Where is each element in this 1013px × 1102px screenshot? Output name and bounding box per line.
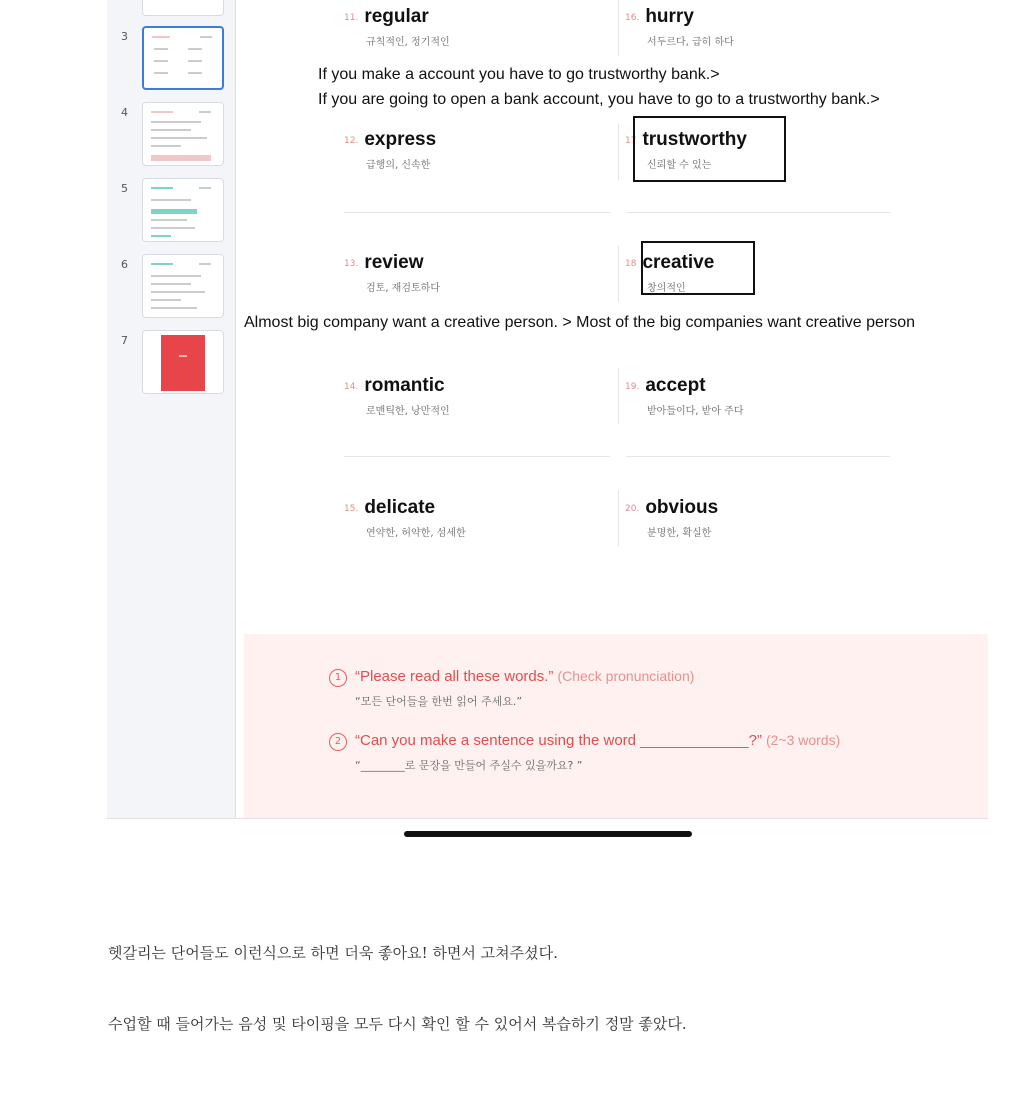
annotation-line-1: If you make a account you have to go trustworthy bank.> <box>318 66 720 83</box>
word-text: review <box>364 252 424 273</box>
word-number: 12. <box>344 136 359 146</box>
word-text: creative <box>642 252 715 273</box>
thumbnail-number: 7 <box>121 334 128 347</box>
word-text: hurry <box>645 6 694 27</box>
word-translation: 창의적인 <box>647 283 686 294</box>
word-text: regular <box>364 6 429 27</box>
word-text: accept <box>645 375 706 396</box>
slide-thumbnail-5[interactable] <box>142 178 224 242</box>
word-number: 20. <box>625 504 640 514</box>
highlight-box-creative <box>641 241 755 295</box>
word-translation: 규칙적인, 정기적인 <box>366 37 450 48</box>
word-text: express <box>364 129 437 150</box>
column-divider <box>618 124 619 180</box>
instruction-item-1 <box>329 666 694 709</box>
word-translation: 받아들이다, 받아 주다 <box>647 406 744 417</box>
thumbnail-number: 4 <box>121 106 128 119</box>
row-divider <box>344 212 610 213</box>
slide-thumbnail-sidebar <box>107 0 236 818</box>
annotation-line-3: Almost big company want a creative person. > Most of the big companies want creative person <box>244 314 988 332</box>
slide-thumbnail-3[interactable] <box>142 26 224 90</box>
column-divider <box>618 368 619 424</box>
instruction-note: (Check pronunciation) <box>557 668 695 684</box>
instruction-item-2 <box>329 730 840 773</box>
word-text: trustworthy <box>642 129 747 150</box>
slide-content <box>244 0 988 818</box>
circled-number: 2 <box>329 733 347 751</box>
screenshot-frame <box>107 0 988 819</box>
column-divider <box>618 490 619 546</box>
word-text: romantic <box>364 375 445 396</box>
word-translation: 검토, 재검토하다 <box>366 283 440 294</box>
thumbnail-number: 5 <box>121 182 128 195</box>
word-number: 16. <box>625 13 640 23</box>
column-divider <box>618 0 619 56</box>
word-number: 13. <box>344 259 359 269</box>
word-number: 18 <box>625 259 637 269</box>
row-divider <box>344 456 610 457</box>
word-translation: 로맨틱한, 낭만적인 <box>366 406 450 417</box>
word-number: 15. <box>344 504 359 514</box>
instruction-translation: “________로 문장을 만들어 주실수 있을까요? ” <box>355 759 583 772</box>
word-text: delicate <box>364 497 436 518</box>
word-translation: 급행의, 신속한 <box>366 160 431 171</box>
slide-thumbnail-partial[interactable] <box>142 0 224 16</box>
row-divider <box>626 456 890 457</box>
row-divider <box>626 212 890 213</box>
instruction-translation: “모든 단어들을 한번 읽어 주세요.” <box>355 695 523 708</box>
caption-line-2: 수업할 때 들어가는 음성 및 타이핑을 모두 다시 확인 할 수 있어서 복습하기 정말 좋았다. <box>108 1015 687 1033</box>
caption-line-1: 헷갈리는 단어들도 이런식으로 하면 더욱 좋아요! 하면서 고쳐주셨다. <box>108 944 558 962</box>
word-item-romantic <box>344 375 450 417</box>
word-item-express <box>344 129 436 171</box>
word-translation: 분명한, 확실한 <box>647 528 712 539</box>
word-item-delicate <box>344 497 466 539</box>
annotation-line-2: If you are going to open a bank account, you have to go to a trustworthy bank.> <box>318 91 880 108</box>
word-translation: 서두르다, 급히 하다 <box>647 37 734 48</box>
word-item-accept <box>625 375 743 417</box>
home-indicator-bar[interactable] <box>404 831 692 837</box>
word-item-regular <box>344 6 450 48</box>
word-number: 11. <box>344 13 359 23</box>
slide-thumbnail-7[interactable] <box>142 330 224 394</box>
word-translation: 연약한, 허약한, 섬세한 <box>366 528 466 539</box>
word-item-hurry <box>625 6 734 48</box>
highlight-box-trustworthy <box>633 116 786 182</box>
word-item-obvious <box>625 497 718 539</box>
word-item-review <box>344 252 440 294</box>
instruction-text: “Can you make a sentence using the word _____________?” <box>355 732 762 749</box>
instruction-panel <box>244 634 988 818</box>
thumbnail-number: 3 <box>121 30 128 43</box>
column-divider <box>618 246 619 302</box>
instruction-note: (2~3 words) <box>765 732 841 748</box>
word-translation: 신뢰할 수 있는 <box>647 160 712 171</box>
word-number: 14. <box>344 382 359 392</box>
slide-thumbnail-4[interactable] <box>142 102 224 166</box>
word-number: 19. <box>625 382 640 392</box>
thumbnail-number: 6 <box>121 258 128 271</box>
word-number: 17 <box>625 136 637 146</box>
slide-thumbnail-6[interactable] <box>142 254 224 318</box>
word-text: obvious <box>645 497 719 518</box>
circled-number: 1 <box>329 669 347 687</box>
instruction-text: “Please read all these words.” <box>355 668 554 685</box>
